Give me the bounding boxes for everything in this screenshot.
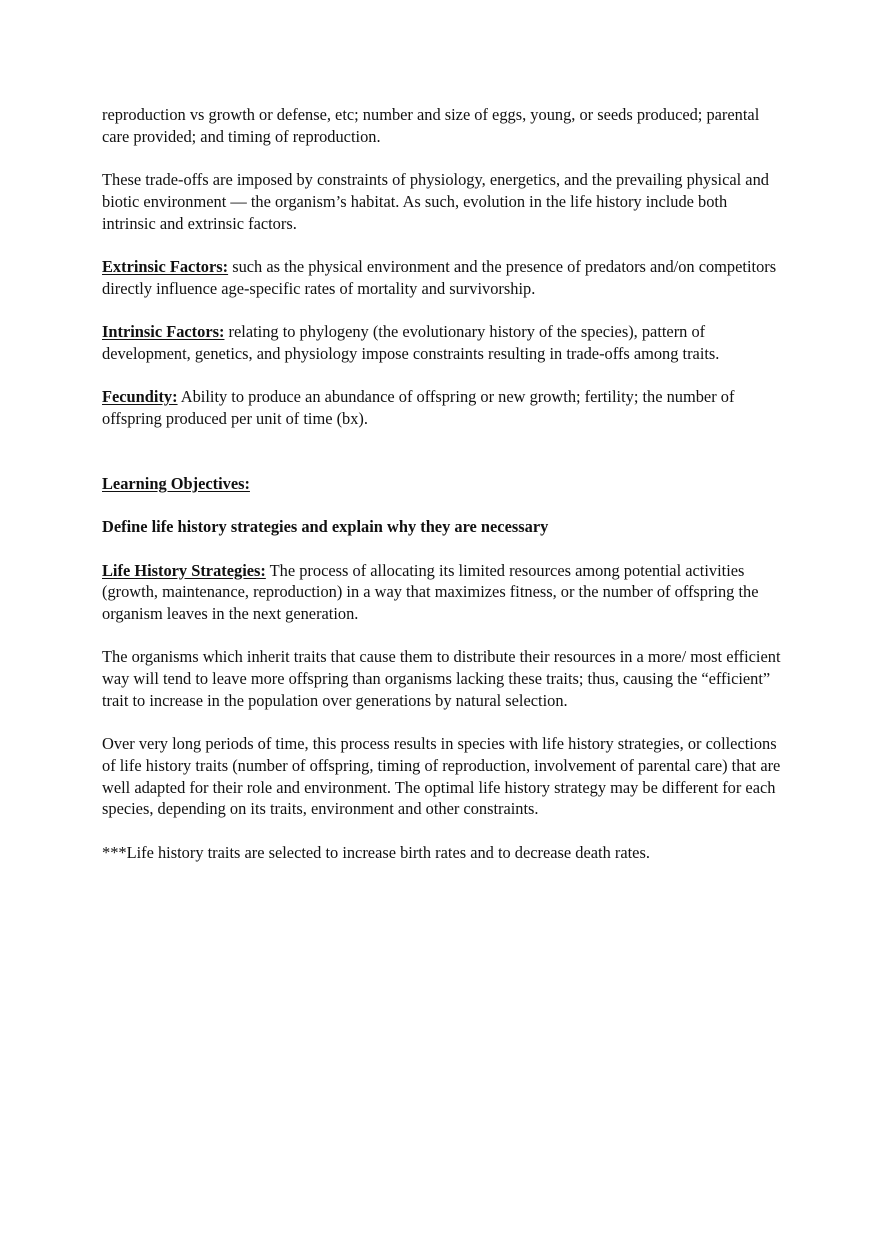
learning-objectives-heading: Learning Objectives: <box>102 473 250 493</box>
long-periods-paragraph: Over very long periods of time, this process results in species with life history strategies, or collections of life history traits (number of offspring, timing of reproduction, involvement of parental care) that are well adapted for their role and environment. The optimal life history strategy may be different for each species, depending on its traits, environment and other constraints. <box>102 734 781 819</box>
learning-objective-subheading: Define life history strategies and explain why they are necessary <box>102 517 549 537</box>
tradeoffs-paragraph: These trade-offs are imposed by constraints of physiology, energetics, and the prevailing physical and biotic environment — the organism’s habitat. As such, evolution in the life history include both intrinsic and extrinsic factors. <box>102 170 769 233</box>
document-body <box>102 104 782 885</box>
intro-continuation-paragraph: reproduction vs growth or defense, etc; number and size of eggs, young, or seeds produced; parental care provided; and timing of reproduction. <box>102 105 760 146</box>
extrinsic-factors-paragraph <box>102 256 782 299</box>
extrinsic-factors-term: Extrinsic Factors: <box>102 256 229 276</box>
life-history-strategies-term: Life History Strategies: <box>102 560 266 580</box>
fecundity-term: Fecundity: <box>102 387 178 407</box>
organisms-paragraph: The organisms which inherit traits that cause them to distribute their resources in a more/ most efficient way will tend to leave more offspring than organisms lacking these traits; thus, causing the “efficient” trait to increase in the population over generations by natural selection. <box>102 647 781 710</box>
life-history-strategies-text: The process of allocating its limited resources among potential activities (growth, maintenance, reproduction) in a way that maximizes fitness, or the number of offspring the organism leaves in the next generation. <box>102 560 759 624</box>
life-history-strategies-paragraph <box>102 560 782 625</box>
intrinsic-factors-term: Intrinsic Factors: <box>102 321 225 341</box>
selection-note: ***Life history traits are selected to increase birth rates and to decrease death rates. <box>102 842 650 862</box>
intrinsic-factors-text: relating to phylogeny (the evolutionary history of the species), pattern of development, genetics, and physiology impose constraints resulting in trade-offs among traits. <box>102 321 720 363</box>
intrinsic-factors-paragraph <box>102 321 782 364</box>
fecundity-paragraph <box>102 386 782 429</box>
fecundity-text: Ability to produce an abundance of offspring or new growth; fertility; the number of offspring produced per unit of time (bx). <box>102 387 735 428</box>
extrinsic-factors-text: such as the physical environment and the presence of predators and/on competitors directly influence age-specific rates of mortality and survivorship. <box>102 256 777 298</box>
